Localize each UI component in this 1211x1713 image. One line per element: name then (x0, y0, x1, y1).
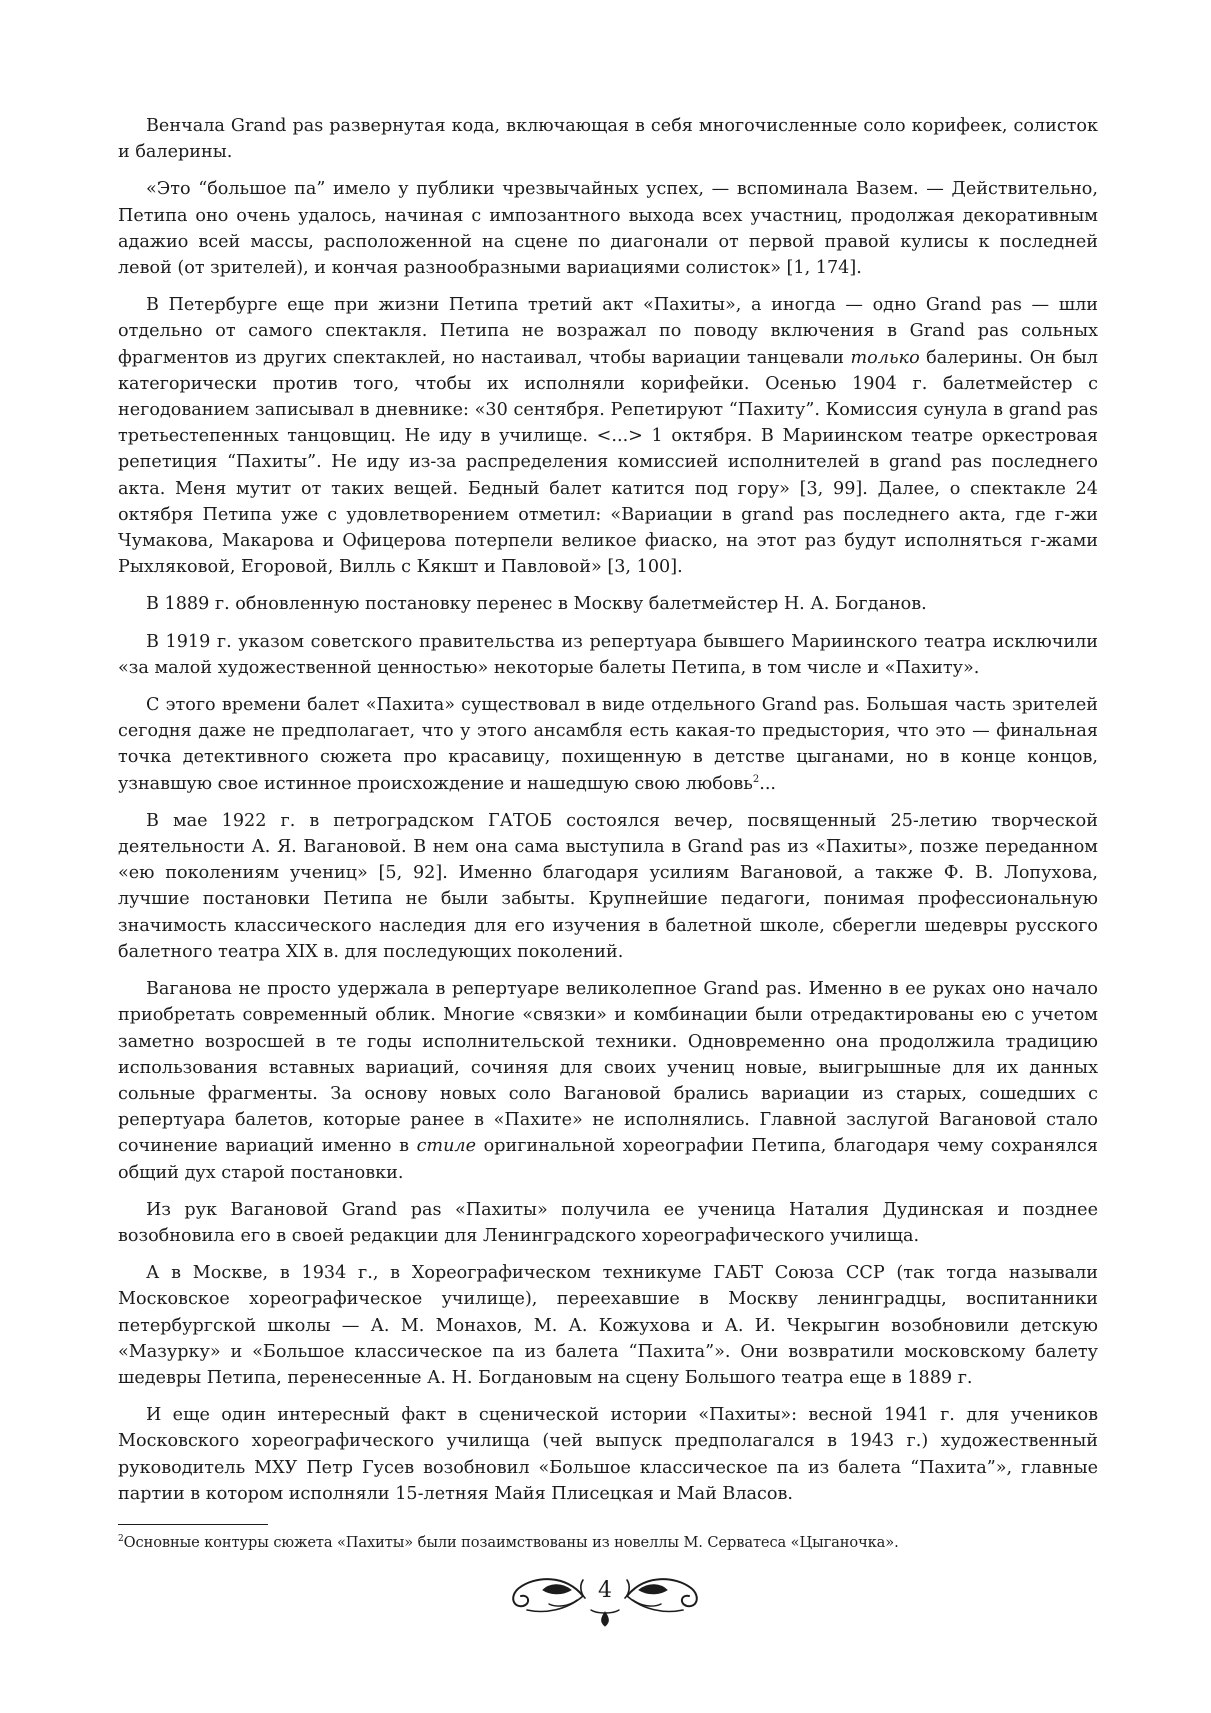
paragraph-3-text-a: В Петербурге еще при жизни Петипа третий акт «Пахиты», а иногда — одно Grand pas — шли отдельно от самого спектакля. Петипа не возражал по поводу включения в Grand pas сольных фрагментов из других спектаклей, но настаивал, чтобы вариации танцевали (118, 295, 1098, 368)
footnote-divider (118, 1524, 268, 1525)
paragraph-4: В 1889 г. обновленную постановку перенес в Москву балетмейстер Н. А. Богданов. (146, 594, 927, 615)
paragraph-6-text-a: С этого времени балет «Пахита» существовал в виде отдельного Grand pas. Большая часть зрителей сегодня даже не предполагает, что у этого ансамбля есть какая-то предыстория, что это — финальная точка детективного сюжета про красавицу, похищенную в детстве цыганами, но в конце концов, узнавшую свое истинное происхождение и нашедшую свою любовь (118, 695, 1098, 794)
page-number: 4 (598, 1578, 612, 1603)
paragraph-5: В 1919 г. указом советского правительства из репертуара бывшего Мариинского театра исключили «за малой художественной ценностью» некоторые балеты Петипа, в том числе и «Пахиту». (118, 631, 1098, 678)
paragraph-8-text-b: оригинальной хореографии Петипа, благодаря чему сохранялся общий дух старой постановки. (118, 1136, 1098, 1183)
paragraph-1: Венчала Grand pas развернутая кода, включающая в себя многочисленные соло корифеек, солисток и балерины. (118, 116, 1098, 163)
paragraph-3-emphasis: только (850, 347, 920, 368)
paragraph-2: «Это “большое па” имело у публики чрезвычайных успех, — вспоминала Вазем. — Действительно, Петипа оно очень удалось, начиная с импозантного выхода всех участниц, продолжая декоративным адажио всей массы, расположенной на сцене по диагонали от первой правой кулисы к последней левой (от зрителей), и кончая разнообразными вариациями солисток» [1, 174]. (118, 179, 1098, 279)
paragraph-9: Из рук Вагановой Grand pas «Пахиты» получила ее ученица Наталия Дудинская и позднее возобновила его в своей редакции для Ленинградского хореографического училища. (118, 1199, 1098, 1246)
footnote-marker: 2 (118, 1534, 124, 1545)
paragraph-6 (118, 692, 1098, 797)
footnote (118, 1533, 1098, 1553)
paragraph-8-emphasis: стиле (416, 1136, 477, 1157)
paragraph-7: В мае 1922 г. в петроградском ГАТОБ состоялся вечер, посвященный 25-летию творческой деятельности А. Я. Вагановой. В нем она сама выступила в Grand pas из «Пахиты», позже переданном «ею поколениям учениц» [5, 92]. Именно благодаря усилиям Вагановой, а также Ф. В. Лопухова, лучшие постановки Петипа не были забыты. Крупнейшие педагоги, понимая профессиональную значимость классического наследия для его изучения в балетной школе, сберегли шедевры русского балетного театра XIX в. для последующих поколений. (118, 810, 1098, 962)
footnote-reference[interactable]: 2 (752, 773, 760, 785)
paragraph-11: И еще один интересный факт в сценической истории «Пахиты»: весной 1941 г. для учеников Московского хореографического училища (чей выпуск предполагался в 1943 г.) художественный руководитель МХУ Петр Гусев возобновил «Большое классическое па из балета “Пахита”», главные партии в котором исполняли 15-летняя Майя Плисецкая и Май Власов. (118, 1405, 1098, 1504)
paragraph-10: А в Москве, в 1934 г., в Хореографическом техникуме ГАБТ Союза ССР (так тогда называли Московское хореографическое училище), переехавшие в Москву ленинградцы, воспитанники петербургской школы — А. М. Монахов, М. А. Кожухова и А. И. Чекрыгин возобновили детскую «Мазурку» и «Большое классическое па из балета “Пахита”». Они возвратили московскому балету шедевры Петипа, перенесенные А. Н. Богдановым на сцену Большого театра еще в 1889 г. (118, 1263, 1098, 1388)
footnote-text: Основные контуры сюжета «Пахиты» были позаимствованы из новеллы М. Серватеса «Цыганочка». (123, 1534, 899, 1551)
main-text (118, 113, 1098, 1518)
paragraph-6-text-b: ... (759, 773, 777, 794)
paragraph-8-text-a: Ваганова не просто удержала в репертуаре великолепное Grand pas. Именно в ее руках оно начало приобретать современный облик. Многие «связки» и комбинации были отредактированы ею с учетом заметно возросшей в те годы исполнительской техники. Одновременно она продолжила традицию использования вставных вариаций, сочиняя для своих учениц новые, выигрышные для их данных сольные фрагменты. За основу новых соло Вагановой брались вариации из старых, сошедших с репертуара балетов, которые ранее в «Пахите» не исполнялись. Главной заслугой Вагановой стало сочинение вариаций именно в (118, 979, 1098, 1157)
paragraph-8 (118, 976, 1098, 1186)
paragraph-3 (118, 292, 1098, 580)
paragraph-3-text-b: балерины. Он был категорически против того, чтобы их исполняли корифейки. Осенью 1904 г. балетмейстер с негодованием записывал в дневнике: «30 сентября. Репетируют “Пахиту”. Комиссия сунула в grand pas третьестепенных танцовщиц. Не иду в училище. <...> 1 октября. В Мариинском театре оркестровая репетиция “Пахиты”. Не иду из-за распределения комиссией исполнителей в grand pas последнего акта. Меня мутит от таких вещей. Бедный балет катится под гору» [3, 99]. Далее, о спектакле 24 октября Петипа уже с удовлетворением отметил: «Вариации в grand pas последнего акта, где г-жи Чумакова, Макарова и Офицерова потерпели великое фиаско, на этот раз будут исполняться г-жами Рыхляковой, Егоровой, Вилль с Кякшт и Павловой» [3, 100]. (118, 347, 1098, 578)
